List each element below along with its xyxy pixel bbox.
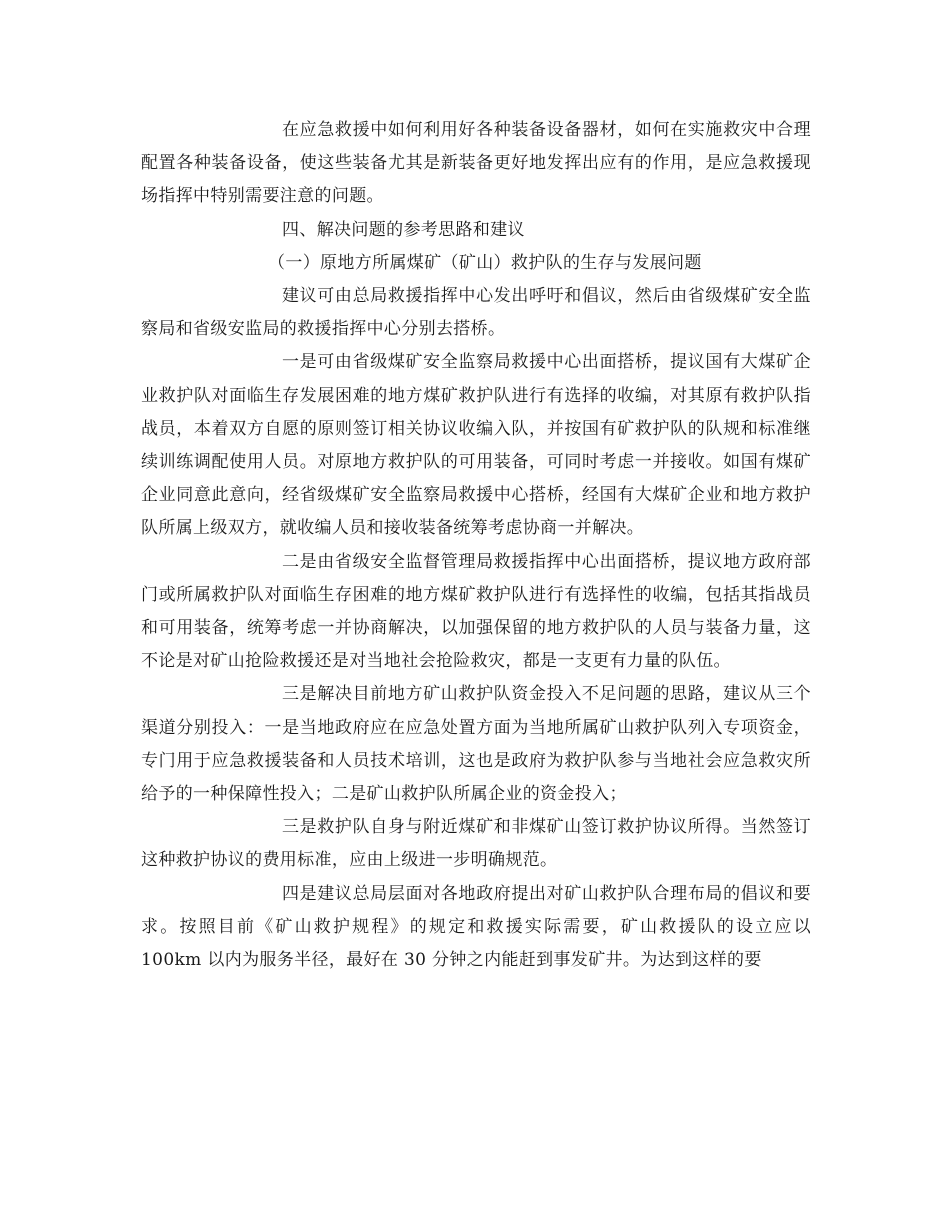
- section-heading-suggestions: 四、解决问题的参考思路和建议: [282, 219, 525, 240]
- paragraph-appeal-initiative: 建议可由总局救援指挥中心发出呼吁和倡议，然后由省级煤矿安全监察局和省级安监局的救援指挥中心分别去搭桥。: [141, 286, 811, 340]
- paragraph-point-two: 二是由省级安全监督管理局救援指挥中心出面搭桥，提议地方政府部门或所属救护队对面临生存困难的地方煤矿救护队进行有选择性的收编，包括其指战员和可用装备，统筹考虑一并协商解决，以加强保留的地方救护队的人员与装备力量，这不论是对矿山抢险救援还是对当地社会抢险救灾，都是一支更有力量的队伍。: [141, 551, 811, 672]
- paragraph-point-four: 四是建议总局层面对各地政府提出对矿山救护队合理布局的倡议和要求。按照目前《矿山救护规程》的规定和救援实际需要，矿山救援队的设立应以 100km 以内为服务半径，最好在 30 分钟之内能赶到事发矿井。为达到这样的要: [141, 883, 811, 971]
- paragraph-equipment-use: 在应急救援中如何利用好各种装备设备器材，如何在实施救灾中合理配置各种装备设备，使这些装备尤其是新装备更好地发挥出应有的作用，是应急救援现场指挥中特别需要注意的问题。: [141, 120, 811, 207]
- paragraph-point-one: 一是可由省级煤矿安全监察局救援中心出面搭桥，提议国有大煤矿企业救护队对面临生存发展困难的地方煤矿救护队进行有选择的收编，对其原有救护队指战员，本着双方自愿的原则签订相关协议收编入队，并按国有矿救护队的队规和标准继续训练调配使用人员。对原地方救护队的可用装备，可同时考虑一并接收。如国有煤矿企业同意此意向，经省级煤矿安全监察局救援中心搭桥，经国有大煤矿企业和地方救护队所属上级双方，就收编人员和接收装备统筹考虑协商一并解决。: [141, 352, 811, 539]
- document-body: [141, 114, 811, 977]
- paragraph-point-three-funding: 三是解决目前地方矿山救护队资金投入不足问题的思路，建议从三个渠道分别投入：一是当地政府应在应急处置方面为当地所属矿山救护队列入专项资金，专门用于应急救援装备和人员技术培训，这也是政府为救护队参与当地社会应急救灾所给予的一种保障性投入；二是矿山救护队所属企业的资金投入；: [141, 684, 811, 805]
- subsection-heading-rescue-teams: （一）原地方所属煤矿（矿山）救护队的生存与发展问题: [268, 252, 702, 273]
- paragraph-point-three-agreements: 三是救护队自身与附近煤矿和非煤矿山签订救护协议所得。当然签订这种救护协议的费用标准，应由上级进一步明确规范。: [141, 817, 811, 871]
